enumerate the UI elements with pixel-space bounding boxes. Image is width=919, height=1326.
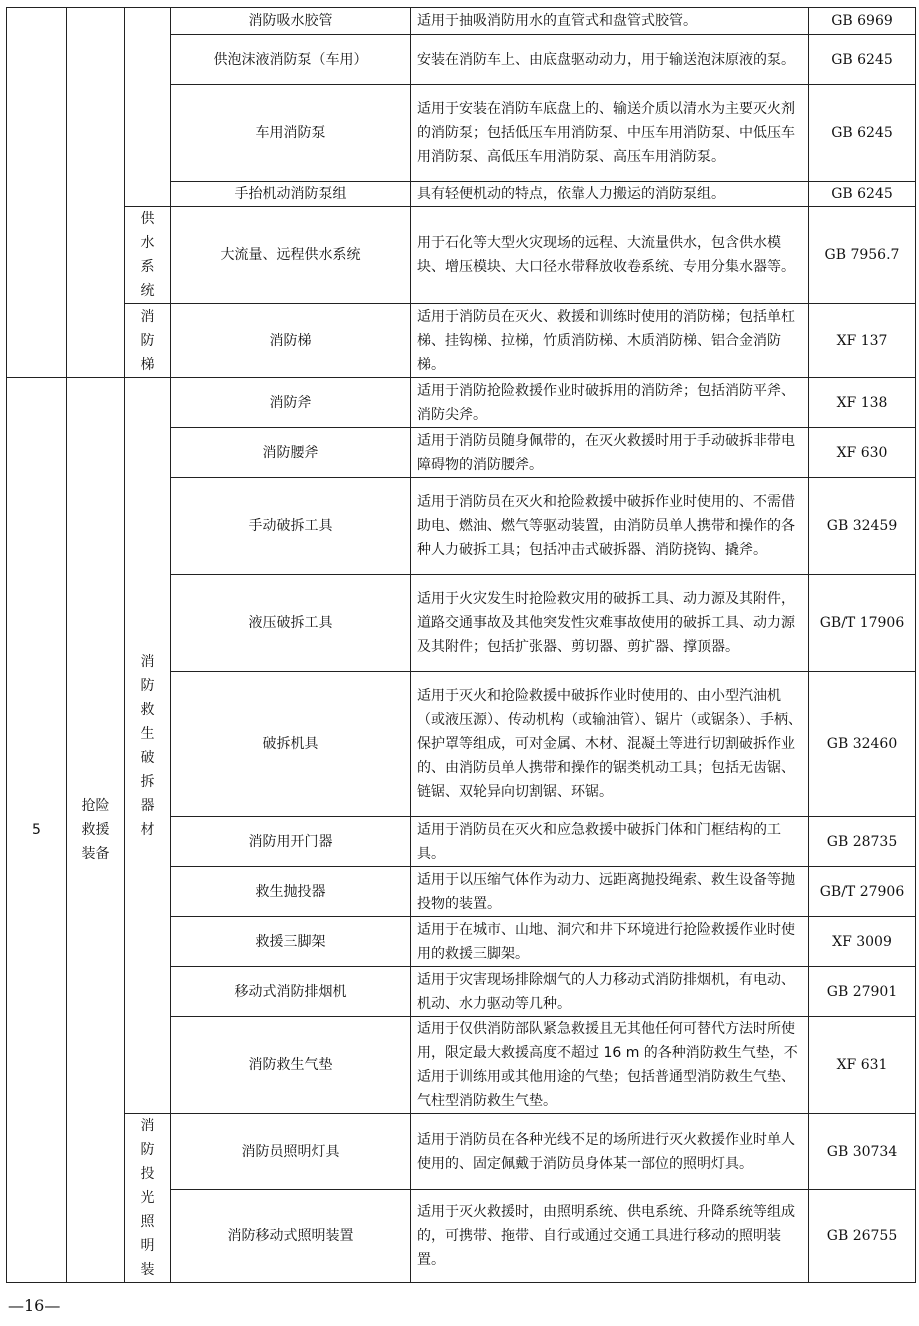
subcategory-label: 供水系统 (140, 211, 155, 299)
standard-code: XF 630 (809, 428, 916, 478)
equipment-description: 安装在消防车上、由底盘驱动动力，用于输送泡沫原液的泵。 (411, 35, 809, 85)
subcategory-label: 消防救生破拆器材 (140, 653, 155, 838)
standard-code: GB 6969 (809, 8, 916, 35)
page-number: —16— (8, 1296, 61, 1315)
equipment-description: 适用于消防员在各种光线不足的场所进行灭火救援作业时单人使用的、固定佩戴于消防员身体某一部位的照明灯具。 (411, 1114, 809, 1190)
equipment-name: 消防梯 (171, 304, 411, 378)
standard-code: GB 28735 (809, 817, 916, 867)
equipment-name: 消防吸水胶管 (171, 8, 411, 35)
group4-no-cell (7, 8, 67, 378)
subcategory-label: 消防梯 (140, 308, 155, 373)
standard-code: GB 27901 (809, 967, 916, 1017)
equipment-name: 手抬机动消防泵组 (171, 182, 411, 207)
standard-code: XF 138 (809, 378, 916, 428)
table-row (7, 1114, 916, 1190)
equipment-description: 适用于消防抢险救援作业时破拆用的消防斧；包括消防平斧、消防尖斧。 (411, 378, 809, 428)
standard-code: XF 3009 (809, 917, 916, 967)
standard-code: XF 631 (809, 1017, 916, 1114)
standard-code: GB 32459 (809, 478, 916, 575)
table-row (7, 378, 916, 428)
equipment-name: 消防移动式照明装置 (171, 1190, 411, 1283)
table-row (7, 304, 916, 378)
equipment-name: 液压破拆工具 (171, 575, 411, 672)
equipment-table (6, 7, 916, 1283)
equipment-name: 消防斧 (171, 378, 411, 428)
equipment-description: 适用于火灾发生时抢险救灾用的破拆工具、动力源及其附件，道路交通事故及其他突发性灾难事故使用的破拆工具、动力源及其附件；包括扩张器、剪切器、剪扩器、撑顶器。 (411, 575, 809, 672)
subcategory-water-supply (125, 207, 171, 304)
equipment-name: 消防救生气垫 (171, 1017, 411, 1114)
group5-no-cell: 5 (7, 378, 67, 1283)
equipment-name: 供泡沫液消防泵（车用） (171, 35, 411, 85)
group4-category-cell (67, 8, 125, 378)
equipment-description: 适用于在城市、山地、洞穴和井下环境进行抢险救援作业时使用的救援三脚架。 (411, 917, 809, 967)
equipment-description: 适用于消防员在灭火、救援和训练时使用的消防梯；包括单杠梯、挂钩梯、拉梯，竹质消防梯、木质消防梯、铝合金消防梯。 (411, 304, 809, 378)
standard-code: GB 26755 (809, 1190, 916, 1283)
subcategory-lighting (125, 1114, 171, 1283)
equipment-name: 消防用开门器 (171, 817, 411, 867)
subcategory-demolition (125, 378, 171, 1114)
equipment-description: 适用于灾害现场排除烟气的人力移动式消防排烟机，有电动、机动、水力驱动等几种。 (411, 967, 809, 1017)
equipment-name: 破拆机具 (171, 672, 411, 817)
standard-code: GB 30734 (809, 1114, 916, 1190)
equipment-description: 适用于安装在消防车底盘上的、输送介质以清水为主要灭火剂的消防泵；包括低压车用消防泵、中压车用消防泵、中低压车用消防泵、高低压车用消防泵、高压车用消防泵。 (411, 85, 809, 182)
standard-code: XF 137 (809, 304, 916, 378)
table-row (7, 207, 916, 304)
standard-code: GB/T 17906 (809, 575, 916, 672)
equipment-description: 具有轻便机动的特点，依靠人力搬运的消防泵组。 (411, 182, 809, 207)
equipment-name: 大流量、远程供水系统 (171, 207, 411, 304)
equipment-name: 车用消防泵 (171, 85, 411, 182)
standard-code: GB 6245 (809, 182, 916, 207)
group4-sub-cell (125, 8, 171, 207)
standard-code: GB/T 27906 (809, 867, 916, 917)
equipment-description: 适用于灭火救援时，由照明系统、供电系统、升降系统等组成的，可携带、拖带、自行或通过交通工具进行移动的照明装置。 (411, 1190, 809, 1283)
equipment-description: 适用于以压缩气体作为动力、远距离抛投绳索、救生设备等抛投物的装置。 (411, 867, 809, 917)
equipment-description: 适用于仅供消防部队紧急救援且无其他任何可替代方法时所使用，限定最大救援高度不超过 16 m 的各种消防救生气垫，不适用于训练用或其他用途的气垫；包括普通型消防救生气垫、气柱型消防救生气垫。 (411, 1017, 809, 1114)
equipment-description: 用于石化等大型火灾现场的远程、大流量供水，包含供水模块、增压模块、大口径水带释放收卷系统、专用分集水器等。 (411, 207, 809, 304)
group5-category-cell (67, 378, 125, 1283)
equipment-description: 适用于消防员随身佩带的，在灭火救援时用于手动破拆非带电障碍物的消防腰斧。 (411, 428, 809, 478)
equipment-description: 适用于抽吸消防用水的直管式和盘管式胶管。 (411, 8, 809, 35)
subcategory-label: 消防投光照明装 (140, 1118, 155, 1278)
subcategory-ladder (125, 304, 171, 378)
standard-code: GB 6245 (809, 85, 916, 182)
equipment-name: 救生抛投器 (171, 867, 411, 917)
equipment-description: 适用于灭火和抢险救援中破拆作业时使用的、由小型汽油机（或液压源）、传动机构（或输油管）、锯片（或锯条）、手柄、保护罩等组成，可对金属、木材、混凝土等进行切割破拆作业的、由消防员单人携带和操作的锯类机动工具；包括无齿锯、链锯、双轮异向切割锯、环锯。 (411, 672, 809, 817)
equipment-name: 移动式消防排烟机 (171, 967, 411, 1017)
standard-code: GB 6245 (809, 35, 916, 85)
equipment-name: 救援三脚架 (171, 917, 411, 967)
table-row (7, 8, 916, 35)
category-label: 抢险救援装备 (81, 798, 110, 862)
equipment-description: 适用于消防员在灭火和应急救援中破拆门体和门框结构的工具。 (411, 817, 809, 867)
standard-code: GB 32460 (809, 672, 916, 817)
equipment-name: 消防员照明灯具 (171, 1114, 411, 1190)
equipment-name: 手动破拆工具 (171, 478, 411, 575)
standard-code: GB 7956.7 (809, 207, 916, 304)
equipment-description: 适用于消防员在灭火和抢险救援中破拆作业时使用的、不需借助电、燃油、燃气等驱动装置，由消防员单人携带和操作的各种人力破拆工具；包括冲击式破拆器、消防挠钩、撬斧。 (411, 478, 809, 575)
equipment-name: 消防腰斧 (171, 428, 411, 478)
